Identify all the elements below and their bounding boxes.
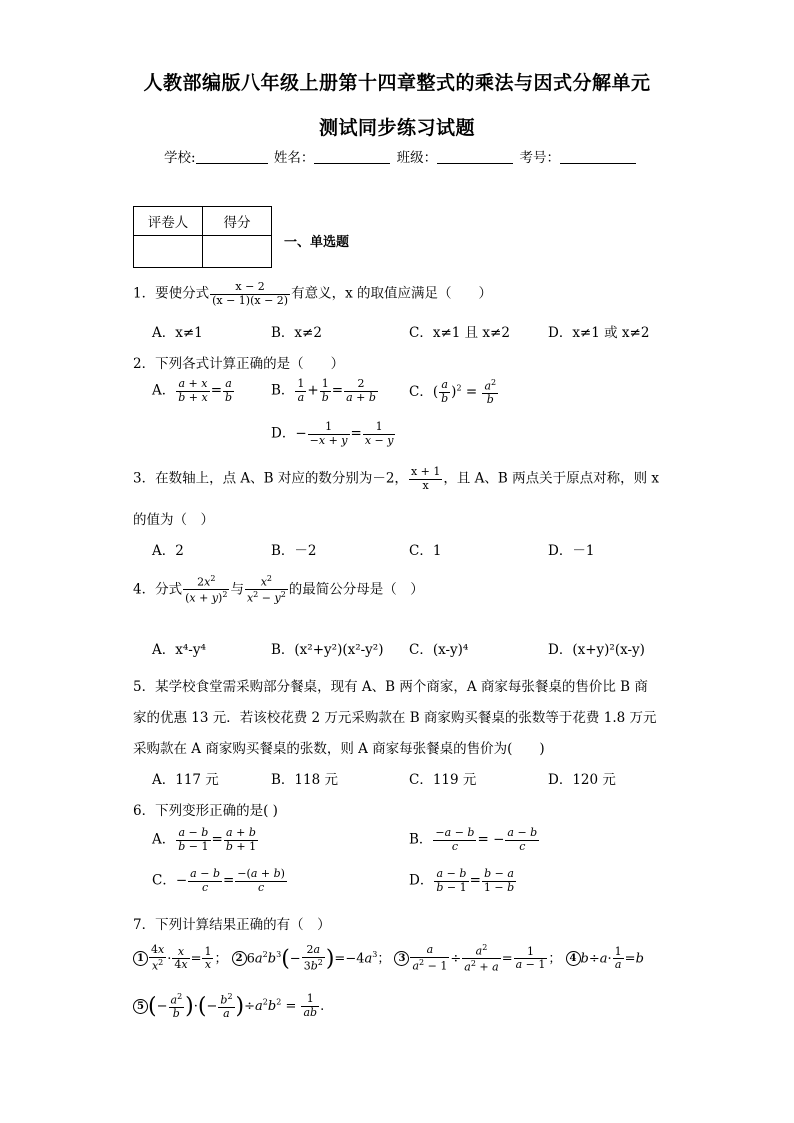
q3-option-c: C．1 xyxy=(409,543,442,559)
q1-numerator: x − 2 xyxy=(210,281,290,295)
q1-option-a: A．x≠1 xyxy=(152,325,203,341)
q6-option-d: D． $\frac{a - b}{b - 1}$ = $\frac{b - a}{1 - b}$ xyxy=(409,867,515,894)
q3-denominator: x xyxy=(422,478,429,492)
q5-option-c: C．119 元 xyxy=(409,772,477,788)
q4-option-a: A．x⁴-y⁴ xyxy=(152,642,206,658)
name-blank xyxy=(314,151,390,164)
page-subtitle: 测试同步练习试题 xyxy=(318,117,475,139)
q1-fraction xyxy=(210,281,290,307)
q1-option-c: C．x≠1 且 x≠2 xyxy=(409,325,510,341)
q5-option-a: A．117 元 xyxy=(152,772,219,788)
q6-option-b: B． $\frac{-a - b}{c}$ = − $\frac{a - b}{c}$ xyxy=(409,826,538,853)
q3-option-a: A．2 xyxy=(152,543,184,559)
class-label: 班级： xyxy=(396,150,438,166)
circled-3: 3 xyxy=(394,951,409,966)
q2-a-label: A． xyxy=(152,382,176,399)
q7-items-line-2: 5 (− $\frac{a^2}{b}$ )·(− $\frac{b^2}{a}$ )$\div a^2b^2$ = $\frac{1}{ab}$ . xyxy=(133,992,324,1021)
number-blank xyxy=(560,151,636,164)
score-table xyxy=(133,206,272,268)
question-3 xyxy=(133,466,659,492)
q4-option-d: D．(x+y)²(x-y) xyxy=(548,642,645,658)
question-6: 6．下列变形正确的是( ) xyxy=(133,803,278,819)
school-blank xyxy=(196,151,268,164)
question-7: 7．下列计算结果正确的有（ ） xyxy=(133,917,331,933)
score-header: 得分 xyxy=(203,207,272,236)
q4-option-c: C．(x-y)⁴ xyxy=(409,642,469,658)
q4-option-b: B．(x²+y²)(x²-y²) xyxy=(271,642,384,658)
q5-option-d: D．120 元 xyxy=(548,772,616,788)
question-5-line-3: 采购款在 A 商家购买餐桌的张数，则 A 商家每张餐桌的售价为( ) xyxy=(133,741,545,757)
q1-text-pre: 1．要使分式 xyxy=(133,285,210,302)
q2-option-b: B． $\frac{1}{a}$ + $\frac{1}{b}$ = $\frac{2}{a + b}$ xyxy=(271,377,376,404)
number-label: 考号： xyxy=(519,150,560,166)
q7-items-line-1: 1 $\frac{4x}{x^2}$ · $\frac{x}{4x}$ = $\frac{1}{x}$ ； 2 $6a^2b^3(-$ $\frac{2a}{3b^2}$ )$=-4a^3$； 3 $\frac{a}{a^2 - 1}$ ÷ $\frac{a^2}{a^2 + a}$ = $\frac{1}{a - 1}$ ； 4 b÷a· $\frac{1}{a}$ =b xyxy=(133,943,644,975)
q1-text-post: 有意义，x 的取值应满足（ ） xyxy=(291,285,492,302)
q1-option-d: D．x≠1 或 x≠2 xyxy=(548,325,650,341)
grader-header: 评卷人 xyxy=(134,207,203,236)
q3-option-d: D．－1 xyxy=(548,543,595,559)
q5-option-b: B．118 元 xyxy=(271,772,338,788)
q2-option-d: D．− $\frac{1}{-x + y}$ = $\frac{1}{x - y}$ xyxy=(271,420,394,447)
circled-4: 4 xyxy=(566,951,581,966)
q3-text-post: ，且 A、B 两点关于原点对称，则 x xyxy=(443,470,660,487)
student-info-line xyxy=(164,146,638,166)
q1-option-b: B．x≠2 xyxy=(271,325,322,341)
q2-c-label: C． xyxy=(409,383,433,400)
q3-option-b: B．－2 xyxy=(271,543,317,559)
q6-option-c: C．− $\frac{a - b}{c}$ = $\frac{-(a + b)}{c}$ xyxy=(152,867,285,894)
circled-5: 5 xyxy=(133,999,148,1014)
q2-option-c: C．( $\frac{a}{b}$ )$^2$ = $\frac{a^2}{b}$ xyxy=(409,378,497,407)
q6-a-label: A． xyxy=(152,831,176,848)
question-4: 4．分式 $\frac{2x^2}{(x + y)^2}$ 与 $\frac{x^2}{x^2 - y^2}$ 的最简公分母是（ ） xyxy=(133,574,424,605)
q2-option-a: A． $\frac{a + x}{b + x}$ = $\frac{a}{b}$ xyxy=(152,377,233,404)
section-heading: 一、单选题 xyxy=(284,235,350,250)
q3-numerator: x + 1 xyxy=(410,465,441,478)
question-2: 2．下列各式计算正确的是（ ） xyxy=(133,356,345,372)
circled-2: 2 xyxy=(232,951,247,966)
q6-b-label: B． xyxy=(409,831,433,848)
q3-text-pre: 3．在数轴上，点 A、B 对应的数分别为－2， xyxy=(133,470,408,487)
question-5-line-1: 5．某学校食堂需采购部分餐桌，现有 A、B 两个商家，A 商家每张餐桌的售价比 B 商 xyxy=(133,679,648,695)
name-label: 姓名： xyxy=(273,150,315,166)
q4-text-mid: 与 xyxy=(230,581,244,598)
question-1 xyxy=(133,281,492,307)
q6-option-a: A． $\frac{a - b}{b - 1}$ = $\frac{a + b}{b + 1}$ xyxy=(152,826,257,853)
page-title: 人教部编版八年级上册第十四章整式的乘法与因式分解单元 xyxy=(143,72,651,94)
q1-denominator: (x − 1)(x − 2) xyxy=(212,293,289,307)
q2-d-label: D．− xyxy=(271,425,307,442)
q2-b-label: B． xyxy=(271,382,295,399)
question-5-line-2: 家的优惠 13 元．若该校花费 2 万元采购款在 B 商家购买餐桌的张数等于花费 1.8 万元 xyxy=(133,710,657,726)
school-label: 学校: xyxy=(164,150,196,166)
q4-text-pre: 4．分式 xyxy=(133,581,183,598)
class-blank xyxy=(437,151,513,164)
circled-1: 1 xyxy=(133,951,148,966)
q6-c-label: C．− xyxy=(152,872,188,889)
question-3-line-2: 的值为（ ） xyxy=(133,512,214,528)
q4-text-post: 的最简公分母是（ ） xyxy=(288,581,424,598)
grader-cell xyxy=(134,236,203,268)
q6-d-label: D． xyxy=(409,872,434,889)
q3-fraction xyxy=(409,466,442,492)
score-cell xyxy=(203,236,272,268)
